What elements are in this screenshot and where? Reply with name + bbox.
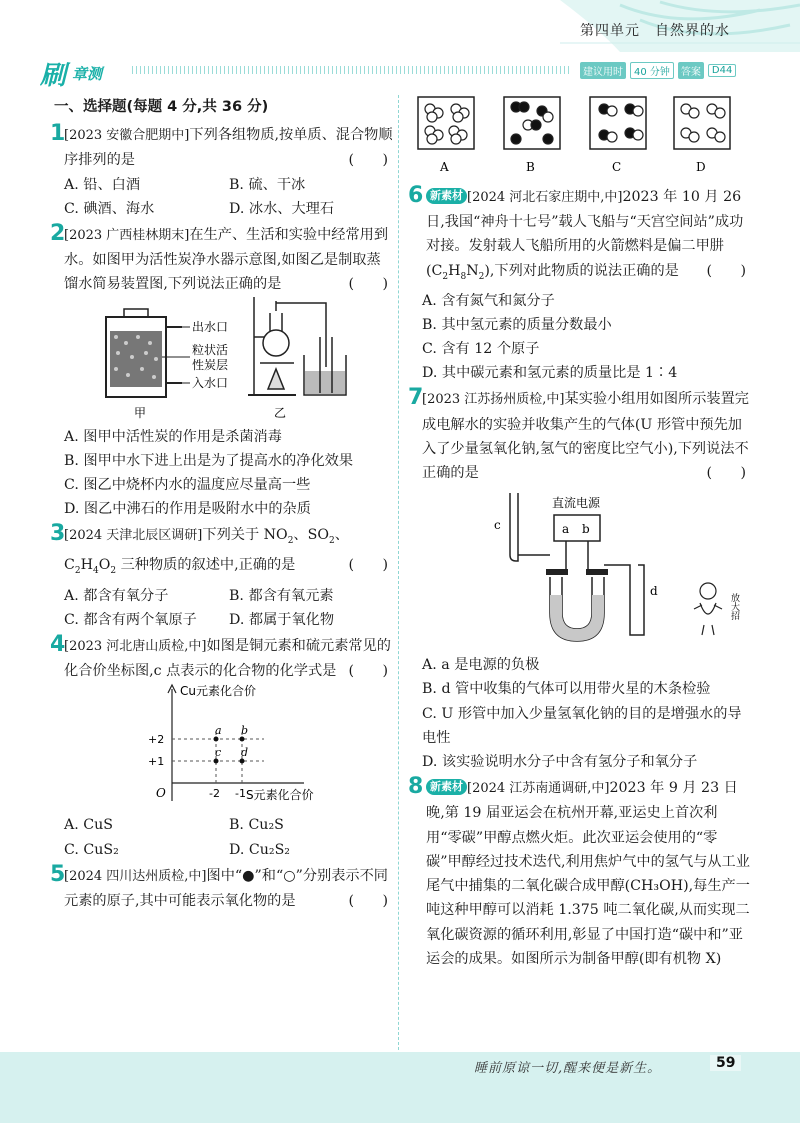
water-apparatus-figure xyxy=(64,297,394,425)
caption-yi: 乙 xyxy=(274,405,287,420)
question-1 xyxy=(50,121,394,221)
option-c: C. CuS₂ xyxy=(64,841,119,858)
point-label-d: d xyxy=(241,746,249,760)
question-number: 5 xyxy=(50,861,66,887)
box-d xyxy=(674,97,730,149)
y-tick-label: +2 xyxy=(148,733,165,747)
question-source: [2024 河北石家庄期中,中] xyxy=(467,190,623,205)
option-c: C. 图乙中烧杯内水的温度应尽量高一些 xyxy=(64,477,311,494)
option-c: C. 都含有两个氧原子 xyxy=(64,611,197,628)
answer-paren: ( ) xyxy=(348,152,388,169)
option-a: A. 图甲中活性炭的作用是杀菌消毒 xyxy=(64,428,282,445)
water-fill xyxy=(550,595,604,641)
question-number: 6 xyxy=(408,183,424,208)
question-source: [2023 河北唐山质检,中] xyxy=(64,638,207,654)
question-text: 、C xyxy=(64,527,349,574)
option-d: D. 其中碳元素和氢元素的质量比是 1∶4 xyxy=(422,365,678,382)
question-text: 2023 年 9 月 23 日晚,第 19 届亚运会在杭州开幕,亚运史上首次利用“零碳”甲醇点燃火炬。此次亚运会使用的“零碳”甲醇经过技术迭代,利用焦炉气中的氢气与从工业尾气中捕集的二氧化碳合成甲醇(CH₃OH),每生产一吨这种甲醇可以消耗 1.375 吨二氧化碳,从而实现二氧化碳资源的循环利用,彰显了中国打造“碳中和”亚运会的成果。如图所示为制备甲醇(即有机物 X) xyxy=(426,780,750,967)
question-text: H xyxy=(448,262,461,279)
option-d: D. 都属于氧化物 xyxy=(229,611,335,628)
carbon-filter-diagram xyxy=(106,309,190,397)
question-text: O xyxy=(98,557,111,574)
origin-label: O xyxy=(156,786,166,801)
mascot-label: 放大招 xyxy=(729,593,739,621)
time-info xyxy=(580,62,736,78)
x-axis-label: S元素化合价 xyxy=(246,788,314,803)
box-a xyxy=(418,97,474,149)
electrolysis-figure xyxy=(422,485,762,653)
question-number: 1 xyxy=(50,121,66,147)
point-a xyxy=(214,737,219,742)
point-label-a: a xyxy=(215,724,222,738)
question-text: 下列各组物质,按单质、混合物顺序排列的是 xyxy=(64,127,393,169)
question-2 xyxy=(50,221,394,521)
caption-jia: 甲 xyxy=(134,405,147,420)
option-a: A. CuS xyxy=(64,817,113,834)
question-number: 3 xyxy=(50,521,66,547)
section-title: 一、选择题(每题 4 分,共 36 分) xyxy=(54,99,269,115)
answer-value: D44 xyxy=(708,64,736,77)
time-value: 40 分钟 xyxy=(630,62,674,79)
question-text: 下列关于 NO xyxy=(202,527,288,544)
answer-paren: ( ) xyxy=(706,262,746,279)
box-c xyxy=(590,97,646,149)
footer-band xyxy=(0,1052,800,1123)
column-divider xyxy=(398,95,399,1055)
question-number: 4 xyxy=(50,631,66,657)
question-text: 图中“●”和“○”分别表示不同元素的原子,其中可能表示氧化物的是 xyxy=(64,867,388,909)
label-carbon-2: 性炭层 xyxy=(192,357,229,372)
option-a: A. a 是电源的负极 xyxy=(422,657,540,674)
subscript: 2 xyxy=(478,271,485,282)
label-a: a xyxy=(562,522,570,537)
question-text: ),下列对此物质的说法正确的是 xyxy=(484,262,679,279)
question-source: [2024 天津北辰区调研] xyxy=(64,528,203,544)
answer-label: 答案 xyxy=(678,62,704,79)
new-material-badge: 新素材 xyxy=(426,779,467,795)
option-a: A. 都含有氧分子 xyxy=(64,587,169,604)
y-axis-label: Cu元素化合价 xyxy=(180,684,256,699)
brand-small: 章测 xyxy=(72,65,103,83)
question-text: 三种物质的叙述中,正确的是 xyxy=(116,557,296,574)
subscript: 2 xyxy=(442,271,449,282)
subscript: 2 xyxy=(74,566,81,577)
question-text: 某实验小组用如图所示装置完成电解水的实验并收集产生的气体(U 形管中预先加入了少量氢氧化钠,氢气的密度比空气小),下列说法不正确的是 xyxy=(422,391,749,482)
option-d: D. Cu₂S₂ xyxy=(229,841,290,858)
caption-c: C xyxy=(612,160,622,174)
question-3 xyxy=(50,521,394,631)
molecule-figures xyxy=(412,95,752,181)
question-text: N xyxy=(466,262,479,279)
label-d: d xyxy=(650,584,658,599)
question-source: [2023 广西桂林期末] xyxy=(64,228,190,244)
label-carbon-1: 粒状活 xyxy=(192,342,229,357)
label-b: b xyxy=(582,522,590,537)
label-inlet: 入水口 xyxy=(192,375,229,390)
caption-b: B xyxy=(526,160,535,174)
question-source: [2023 江苏扬州质检,中] xyxy=(422,392,565,408)
footer-motto: 睡前原谅一切,醒来便是新生。 xyxy=(474,1061,662,1076)
page-number: 59 xyxy=(710,1055,741,1071)
left-column xyxy=(50,95,394,913)
option-c: C. 含有 12 个原子 xyxy=(422,341,540,358)
power-supply-label: 直流电源 xyxy=(552,496,601,511)
question-text: 、SO xyxy=(293,527,329,544)
question-6 xyxy=(408,183,752,385)
option-d: D. 图乙中沸石的作用是吸附水中的杂质 xyxy=(64,501,311,518)
point-d xyxy=(240,759,245,764)
distillation-diagram xyxy=(248,297,346,395)
question-source: [2024 四川达州质检,中] xyxy=(64,868,207,884)
point-label-c: c xyxy=(215,746,222,760)
question-number: 8 xyxy=(408,774,424,800)
subscript: 2 xyxy=(328,536,335,547)
electrolysis-apparatus xyxy=(510,493,644,641)
question-text: H xyxy=(80,557,93,574)
question-7 xyxy=(408,385,752,774)
right-column xyxy=(408,95,752,971)
question-number: 7 xyxy=(408,385,424,411)
mascot-icon xyxy=(694,583,722,635)
option-b: B. d 管中收集的气体可以用带火星的木条检验 xyxy=(422,681,711,698)
question-source: [2023 安徽合肥期中] xyxy=(64,128,190,144)
option-b: B. 都含有氧元素 xyxy=(229,587,334,604)
new-material-badge: 新素材 xyxy=(426,188,467,204)
time-label: 建议用时 xyxy=(580,62,626,79)
option-d: D. 该实验说明水分子中含有氢分子和氧分子 xyxy=(422,754,698,771)
subscript: 2 xyxy=(287,536,294,547)
question-number: 2 xyxy=(50,221,66,247)
subscript: 2 xyxy=(110,566,117,577)
answer-paren: ( ) xyxy=(706,465,746,482)
option-b: B. 图甲中水下进上出是为了提高水的净化效果 xyxy=(64,452,354,469)
option-b: B. 硫、干冰 xyxy=(229,176,306,193)
answer-paren: ( ) xyxy=(348,557,388,574)
y-tick-label: +1 xyxy=(148,755,165,769)
dotted-rule xyxy=(132,66,572,74)
brand-big: 刷 xyxy=(40,61,67,91)
brand-logo xyxy=(40,55,132,91)
label-outlet: 出水口 xyxy=(192,319,229,334)
subscript: 4 xyxy=(92,566,99,577)
question-text: 在生产、生活和实验中经常用到水。如图甲为活性炭净水器示意图,如图乙是制取蒸馏水简易装置图,下列说法正确的是 xyxy=(64,227,389,293)
x-tick-label: -1 xyxy=(235,787,246,801)
point-c xyxy=(214,759,219,764)
question-5 xyxy=(50,861,394,913)
question-text: 2023 年 10 月 26 日,我国“神舟十七号”载人飞船与“天宫空间站”成功对接。发射载人飞船所用的火箭燃料是偏二甲肼(C xyxy=(426,189,744,279)
subscript: 8 xyxy=(460,271,467,282)
box-b xyxy=(504,97,560,149)
answer-paren: ( ) xyxy=(348,276,388,293)
label-c: c xyxy=(494,518,501,533)
option-c: C. 碘酒、海水 xyxy=(64,200,155,217)
option-c: C. U 形管中加入少量氢氧化钠的目的是增强水的导电性 xyxy=(422,705,742,746)
question-8 xyxy=(408,774,752,971)
caption-a: A xyxy=(440,160,449,174)
question-source: [2024 江苏南通调研,中] xyxy=(467,781,610,797)
question-text: 如图是铜元素和硫元素常见的化合价坐标图,c 点表示的化合物的化学式是 xyxy=(64,637,391,680)
option-a: A. 铅、白酒 xyxy=(64,176,141,193)
option-d: D. 冰水、大理石 xyxy=(229,200,335,217)
valence-chart xyxy=(64,683,394,813)
option-b: B. Cu₂S xyxy=(229,817,284,834)
answer-paren: ( ) xyxy=(348,892,388,909)
point-label-b: b xyxy=(241,724,249,738)
stopper-left xyxy=(546,569,568,575)
stopper-right xyxy=(586,569,608,575)
question-4 xyxy=(50,631,394,862)
x-tick-label: -2 xyxy=(209,787,220,801)
point-b xyxy=(240,737,245,742)
caption-d: D xyxy=(696,160,706,174)
option-b: B. 其中氢元素的质量分数最小 xyxy=(422,316,612,333)
unit-title: 第四单元 自然界的水 xyxy=(580,23,730,39)
option-a: A. 含有氮气和氮分子 xyxy=(422,292,555,309)
answer-paren: ( ) xyxy=(348,663,388,680)
